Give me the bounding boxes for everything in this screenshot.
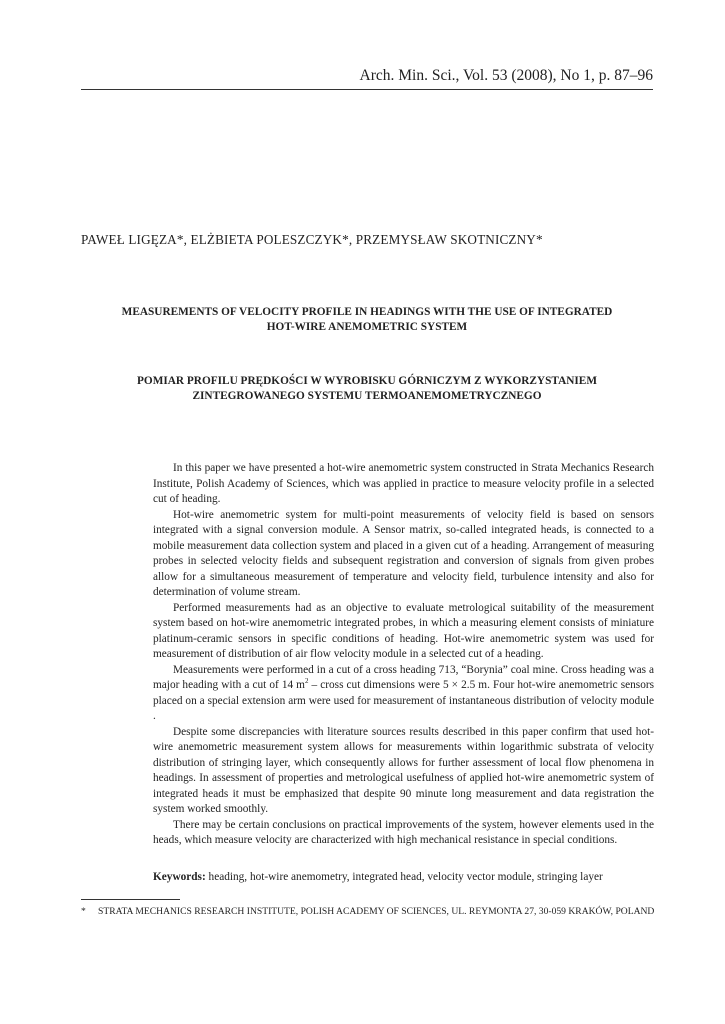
journal-reference: Arch. Min. Sci., Vol. 53 (2008), No 1, p. 87–96 [359,67,653,84]
polish-title-line-1: POMIAR PROFILU PRĘDKOŚCI W WYROBISKU GÓRNICZYM Z WYKORZYSTANIEM [137,375,597,387]
header-rule [81,89,653,90]
footnote-text: STRATA MECHANICS RESEARCH INSTITUTE, POLISH ACADEMY OF SCIENCES, UL. REYMONTA 27, 30-059 KRAKÓW, POLAND [98,906,655,917]
keywords-label: Keywords: [153,871,206,883]
squared-superscript: 2 [304,677,309,686]
keywords-text: heading, hot-wire anemometry, integrated head, velocity vector module, stringing layer [205,871,603,883]
abstract-paragraph-2: Hot-wire anemometric system for multi-point measurements of velocity field is based on sensors integrated with a signal conversion module. A Sensor matrix, so-called integrated heads, is connected to a mobile measurement data collection system and placed in a given cut of a heading. Arrangement of measuring probes in selected velocity fields and subsequent registration and conversion of signals from given probes allow for a simultaneous measurement of temperature and velocity field, turbulence intensity and also for determination of volume stream. [153,508,654,598]
affiliation-footnote [81,905,656,918]
footnote-marker: * [81,906,86,917]
keywords [153,871,654,883]
english-title-line-1: MEASUREMENTS OF VELOCITY PROFILE IN HEADINGS WITH THE USE OF INTEGRATED [121,306,613,318]
polish-title-line-2: ZINTEGROWANEGO SYSTEMU TERMOANEMOMETRYCZNEGO [192,390,542,402]
english-title [81,305,653,335]
author-list: PAWEŁ LIGĘZA*, ELŻBIETA POLESZCZYK*, PRZEMYSŁAW SKOTNICZNY* [81,232,543,247]
english-title-line-2: HOT-WIRE ANEMOMETRIC SYSTEM [266,321,468,333]
abstract-paragraph-4-end: – cross cut dimensions were 5 × 2.5 m. Four hot-wire anemometric sensors placed on a special extension arm were used for measurement of instantaneous distribution of velocity module . [153,679,654,722]
abstract-paragraph-4 [153,663,654,725]
footnote-rule [81,899,180,900]
abstract-paragraph-3: Performed measurements had as an objective to evaluate metrological suitability of the measurement system based on hot-wire anemometric integrated probes, in which a measuring element consists of miniature platinum-ceramic sensors in specific conditions of heading. Hot-wire anemometric system was used for measurement of distribution of air flow velocity module in a selected cut of a heading. [153,601,654,660]
abstract-paragraph-6: There may be certain conclusions on practical improvements of the system, however elements used in the heads, which measure velocity are characterized with high mechanical resistance in special conditions. [153,818,654,846]
abstract-paragraph-1: In this paper we have presented a hot-wire anemometric system constructed in Strata Mechanics Research Institute, Polish Academy of Sciences, which was applied in practice to measure velocity profile in a selected cut of heading. [153,462,654,505]
polish-title [81,374,653,404]
abstract-paragraph-5: Despite some discrepancies with literature sources results described in this paper confirm that used hot-wire anemometric measurement system allows for measurements within logarithmic substrata of velocity distribution of stringing layer, which consequently allows for further assessment of local flow phenomena in headings. In assessment of properties and metrological usefulness of applied hot-wire anemometric system of integrated heads it must be emphasized that despite 90 minute long measurement and data registration the system worked smoothly. [153,725,654,815]
abstract-paragraph-4-start: Measurements were performed in a cut of a cross heading 713, “Borynia” coal mine. Cross heading was a major heading with a cut of 14 m [153,663,654,691]
abstract [153,461,654,849]
